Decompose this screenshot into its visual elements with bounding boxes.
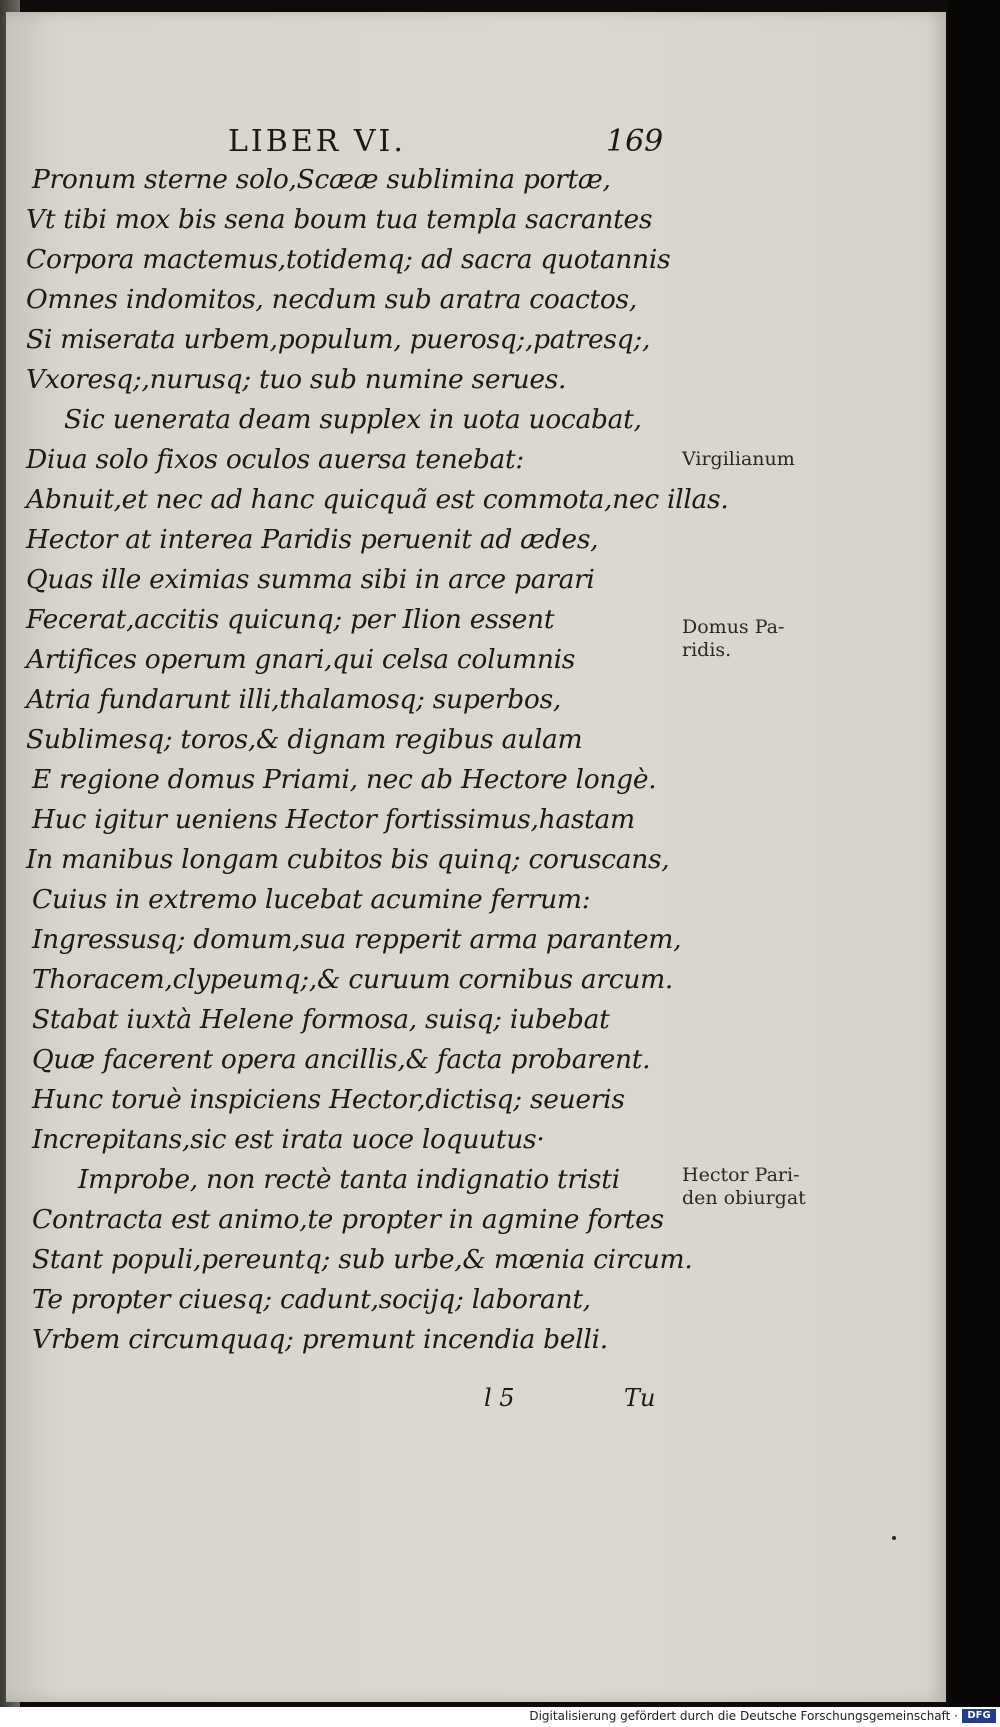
verse-line: Te propter ciuesq; cadunt,socijq; laborant, [32, 1284, 591, 1315]
verse-line: Sic uenerata deam supplex in uota uocabat, [64, 404, 642, 435]
page-number: 169 [606, 124, 664, 159]
verse-line: Corpora mactemus,totidemq; ad sacra quotannis [26, 244, 671, 275]
signature-mark: l 5 [484, 1384, 515, 1412]
marginal-note-virgilianum: Virgilianum [682, 448, 795, 470]
verse-line: Vxoresq;,nurusq; tuo sub numine serues. [26, 364, 567, 395]
marginal-note-hector-obiurgat [682, 1164, 806, 1210]
verse-line: Ingressusq; domum,sua repperit arma parantem, [32, 924, 682, 955]
ink-speck [892, 1536, 896, 1540]
verse-line: E regione domus Priami, nec ab Hectore longè. [32, 764, 657, 795]
verse-line: Vrbem circumquaq; premunt incendia belli. [32, 1324, 608, 1355]
verse-line: Stabat iuxtà Helene formosa, suisq; iubebat [32, 1004, 610, 1035]
verse-line: Fecerat,accitis quicunq; per Ilion essent [26, 604, 555, 635]
dfg-logo: DFG [962, 1709, 996, 1723]
verse-line: Hunc toruè inspiciens Hector,dictisq; seueris [32, 1084, 625, 1115]
verse-line: Vt tibi mox bis sena boum tua templa sacrantes [26, 204, 653, 235]
marginal-note-line: ridis. [682, 639, 732, 661]
verse-line: Atria fundarunt illi,thalamosq; superbos, [26, 684, 562, 715]
funding-credit: Digitalisierung gefördert durch die Deutsche Forschungsgemeinschaft · [529, 1709, 958, 1723]
verse-line: Increpitans,sic est irata uoce loquutus· [32, 1124, 545, 1155]
verse-line: In manibus longam cubitos bis quinq; coruscans, [26, 844, 670, 875]
verse-line: Huc igitur ueniens Hector fortissimus,hastam [32, 804, 635, 835]
verse-line: Artifices operum gnari,qui celsa columnis [26, 644, 576, 675]
verse-line: Contracta est animo,te propter in agmine fortes [32, 1204, 664, 1235]
verse-block [6, 12, 729, 1412]
verse-line: Quæ facerent opera ancillis,& facta probarent. [32, 1044, 651, 1075]
verse-line: Sublimesq; toros,& dignam regibus aulam [26, 724, 583, 755]
marginal-note-line: Hector Pari- [682, 1164, 800, 1186]
catchword: Tu [624, 1384, 656, 1412]
verse-line: Stant populi,pereuntq; sub urbe,& mœnia circum. [32, 1244, 693, 1275]
verse-line: Quas ille eximias summa sibi in arce parari [26, 564, 595, 595]
verse-line: Hector at interea Paridis peruenit ad ædes, [26, 524, 599, 555]
running-title: LIBER VI. [228, 124, 406, 159]
verse-line: Thoracem,clypeumq;,& curuum cornibus arcum. [32, 964, 674, 995]
verse-line: Diua solo fixos oculos auersa tenebat: [26, 444, 525, 475]
marginal-note-domus-paridis [682, 616, 784, 662]
verse-line: Improbe, non rectè tanta indignatio tristi [78, 1164, 620, 1195]
verse-line: Cuius in extremo lucebat acumine ferrum: [32, 884, 591, 915]
book-page [6, 12, 946, 1702]
scan-background [948, 0, 1000, 1727]
verse-line: Pronum sterne solo,Scææ sublimina portæ, [32, 164, 611, 195]
verse-line: Omnes indomitos, necdum sub aratra coactos, [26, 284, 637, 315]
marginal-note-line: Domus Pa- [682, 616, 785, 638]
verse-line: Si miserata urbem,populum, puerosq;,patresq;, [26, 324, 651, 355]
marginal-note-line: den obiurgat [682, 1187, 806, 1209]
verse-line: Abnuit,et nec ad hanc quicquã est commota,nec illas. [26, 484, 729, 515]
